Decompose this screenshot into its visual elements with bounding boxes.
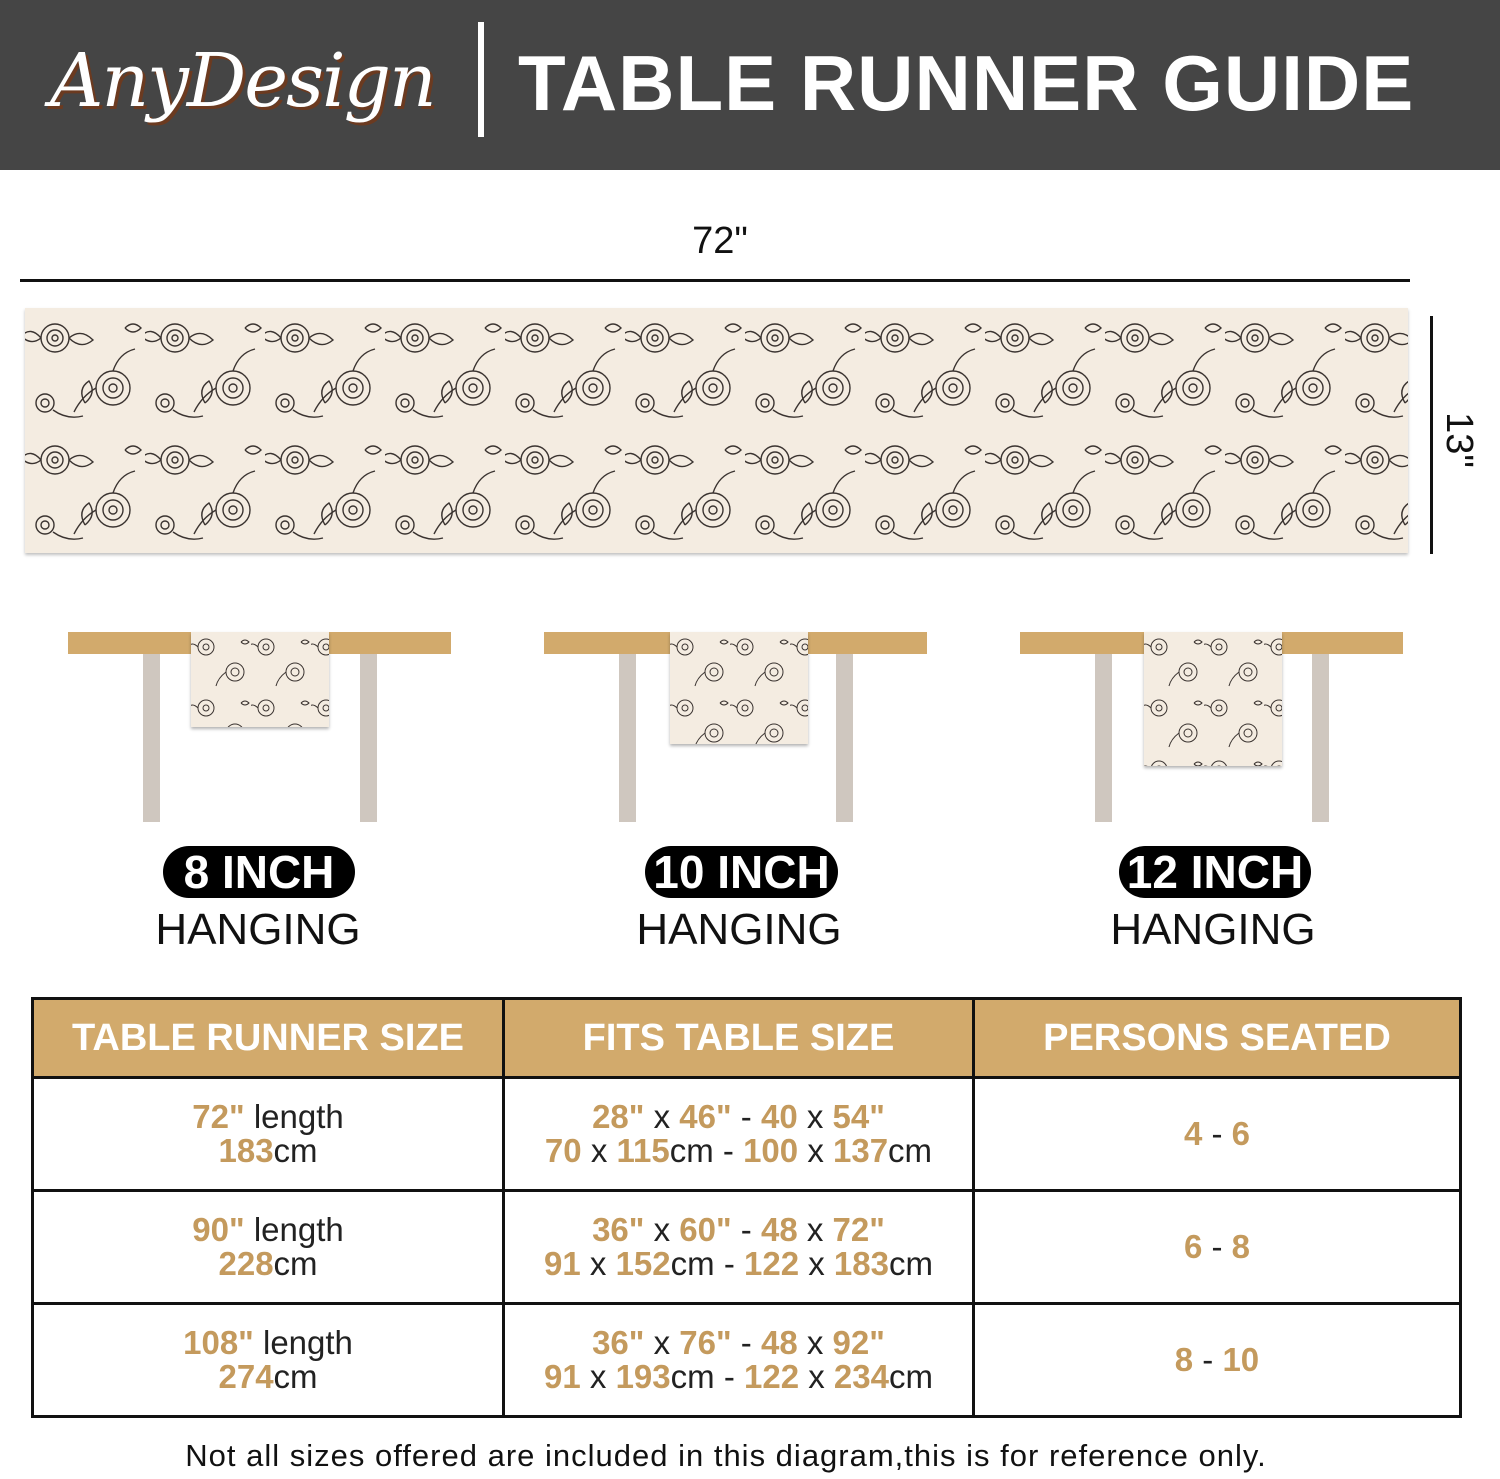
table-illustration-12-inch (1020, 632, 1403, 822)
table-leg (1312, 654, 1329, 822)
cm-unit: cm (273, 1245, 318, 1282)
fit-value: 48 (760, 1211, 798, 1248)
range-dash: - (1202, 1341, 1214, 1378)
table-leg (143, 654, 160, 822)
fit-value: 137 (832, 1132, 889, 1169)
table-leg (619, 654, 636, 822)
times-symbol: x (589, 1358, 607, 1395)
table-runner-image (25, 308, 1408, 553)
range-dash: - (1211, 1228, 1223, 1265)
column-header: TABLE RUNNER SIZE (33, 999, 504, 1078)
width-dimension-label: 13" (1438, 412, 1480, 468)
fit-value: 40 (760, 1098, 798, 1135)
cm-unit: cm (888, 1358, 933, 1395)
persons-max: 8 (1231, 1228, 1250, 1265)
fit-value: 36" (592, 1324, 645, 1361)
fit-value: 60" (679, 1211, 732, 1248)
times-symbol: x (590, 1132, 608, 1169)
runner-length-cm: 274 (218, 1358, 274, 1395)
times-symbol: x (806, 1098, 824, 1135)
fit-value: 46" (679, 1098, 732, 1135)
runner-length-cm: 228 (218, 1245, 274, 1282)
runner-size-cell (33, 1078, 504, 1191)
hanging-label: HANGING (636, 905, 842, 954)
runner-size-cell (33, 1304, 504, 1417)
page-title: TABLE RUNNER GUIDE (518, 39, 1415, 127)
column-header: FITS TABLE SIZE (504, 999, 974, 1078)
hanging-amount-badge: 10 INCH (645, 846, 838, 898)
persons-max: 6 (1231, 1115, 1250, 1152)
header-banner (0, 0, 1500, 170)
fits-table-size-cell (504, 1191, 974, 1304)
brand-logo (50, 30, 450, 140)
persons-max: 10 (1222, 1341, 1260, 1378)
length-word: length (253, 1098, 344, 1135)
times-symbol: x (653, 1098, 671, 1135)
range-dash: - (740, 1324, 752, 1361)
table-row (33, 1304, 1461, 1417)
length-word: length (253, 1211, 344, 1248)
fit-value: 234 (833, 1358, 889, 1395)
fits-table-size-cell (504, 1304, 974, 1417)
floral-pattern (25, 308, 1408, 553)
times-symbol: x (808, 1358, 825, 1395)
persons-min: 8 (1174, 1341, 1194, 1378)
table-row (33, 1191, 1461, 1304)
fit-value: 48 (760, 1324, 798, 1361)
hanging-amount-badge: 12 INCH (1119, 846, 1311, 898)
range-dash: - (1211, 1115, 1223, 1152)
hanging-label: HANGING (1110, 905, 1316, 954)
table-header-row (33, 999, 1461, 1078)
cm-unit: cm (669, 1132, 714, 1169)
header-divider (478, 22, 484, 137)
fit-value: 92" (832, 1324, 885, 1361)
fit-value: 183 (833, 1245, 889, 1282)
table-leg (360, 654, 377, 822)
fit-value: 72" (832, 1211, 885, 1248)
persons-min: 6 (1183, 1228, 1203, 1265)
runner-length-cm: 183 (218, 1132, 274, 1169)
runner-size-cell (33, 1191, 504, 1304)
table-row (33, 1078, 1461, 1191)
fit-value: 91 (544, 1358, 581, 1395)
times-symbol: x (653, 1211, 671, 1248)
table-illustration-8-inch (68, 632, 451, 822)
width-dimension-line (1430, 316, 1433, 554)
size-guide-table (31, 997, 1462, 1418)
cm-unit: cm (273, 1358, 318, 1395)
fit-value: 28" (592, 1098, 645, 1135)
runner-drape (191, 632, 329, 727)
fit-value: 100 (743, 1132, 799, 1169)
length-dimension-label: 72" (692, 220, 748, 262)
logo-text: AnyDesign (50, 38, 435, 124)
times-symbol: x (808, 1245, 825, 1282)
runner-length-inches: 108" (183, 1324, 254, 1361)
runner-length-inches: 72" (192, 1098, 245, 1135)
range-dash: - (740, 1211, 752, 1248)
length-dimension-line (20, 279, 1410, 282)
persons-seated-cell (973, 1304, 1460, 1417)
fit-value: 193 (615, 1358, 671, 1395)
persons-seated-cell (973, 1191, 1460, 1304)
times-symbol: x (806, 1324, 824, 1361)
cm-unit: cm (273, 1132, 318, 1169)
persons-min: 4 (1183, 1115, 1203, 1152)
times-symbol: x (806, 1211, 824, 1248)
fit-value: 122 (743, 1358, 800, 1395)
times-symbol: x (589, 1245, 607, 1282)
fit-value: 54" (832, 1098, 885, 1135)
times-symbol: x (653, 1324, 671, 1361)
fit-value: 152 (615, 1245, 671, 1282)
range-dash: - (740, 1098, 752, 1135)
hanging-label: HANGING (155, 905, 361, 954)
fit-value: 70 (544, 1132, 582, 1169)
fit-value: 36" (592, 1211, 645, 1248)
range-dash: - (723, 1358, 735, 1395)
fit-value: 91 (544, 1245, 581, 1282)
cm-unit: cm (888, 1245, 933, 1282)
persons-seated-cell (973, 1078, 1460, 1191)
cm-unit: cm (670, 1245, 715, 1282)
table-illustration-10-inch (544, 632, 927, 822)
range-dash: - (723, 1245, 735, 1282)
fit-value: 115 (616, 1132, 670, 1169)
hanging-amount-badge: 8 INCH (163, 846, 355, 898)
cm-unit: cm (888, 1132, 933, 1169)
length-word: length (263, 1324, 353, 1361)
table-leg (836, 654, 853, 822)
footnote: Not all sizes offered are included in this diagram,this is for reference only. (185, 1438, 1267, 1473)
column-header: PERSONS SEATED (973, 999, 1460, 1078)
fit-value: 122 (743, 1245, 800, 1282)
range-dash: - (722, 1132, 734, 1169)
table-leg (1095, 654, 1112, 822)
runner-drape (1144, 632, 1282, 766)
times-symbol: x (807, 1132, 824, 1169)
cm-unit: cm (670, 1358, 715, 1395)
runner-drape (670, 632, 808, 744)
fit-value: 76" (679, 1324, 732, 1361)
fits-table-size-cell (504, 1078, 974, 1191)
runner-length-inches: 90" (192, 1211, 245, 1248)
